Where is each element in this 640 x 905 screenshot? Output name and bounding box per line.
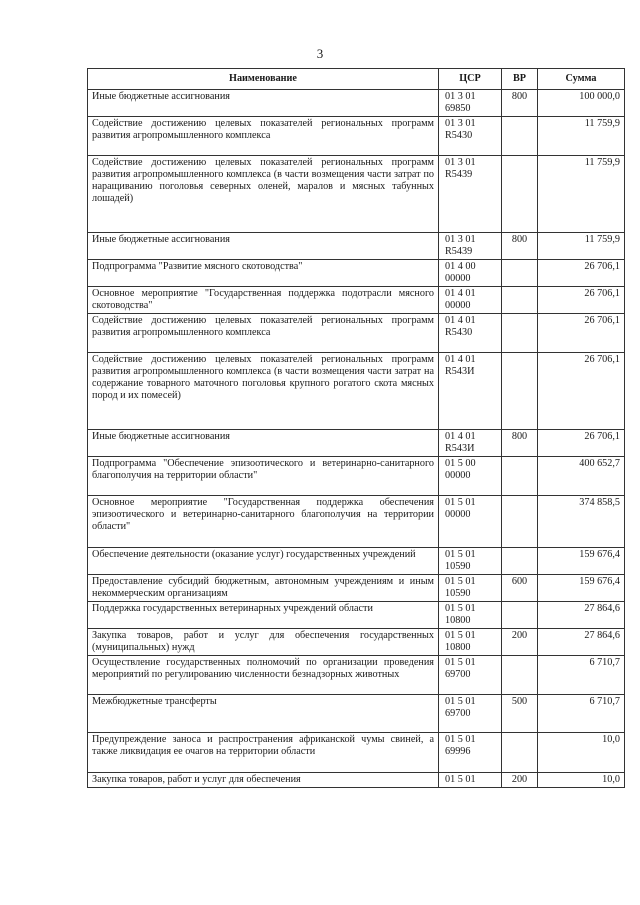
- cell-csr: 01 5 00 00000: [439, 457, 502, 496]
- page-number: 3: [316, 46, 324, 61]
- table-row: [88, 575, 625, 602]
- cell-csr: 01 4 00 00000: [439, 260, 502, 287]
- cell-vr: [502, 314, 538, 353]
- table-row: [88, 496, 625, 548]
- cell-vr: 200: [502, 773, 538, 788]
- cell-sum: 10,0: [538, 773, 625, 788]
- cell-name: Подпрограмма "Обеспечение эпизоотического и ветеринарно-санитарного благополучия на территории области": [88, 457, 439, 496]
- table-row: [88, 548, 625, 575]
- cell-csr: 01 5 01 10590: [439, 548, 502, 575]
- cell-name: Содействие достижению целевых показателей региональных программ развития агропромышленного комплекса: [88, 117, 439, 156]
- cell-csr: 01 3 01 R5430: [439, 117, 502, 156]
- cell-sum: 6 710,7: [538, 656, 625, 695]
- header-csr: ЦСР: [439, 69, 502, 90]
- cell-name: Поддержка государственных ветеринарных учреждений области: [88, 602, 439, 629]
- cell-vr: [502, 353, 538, 430]
- table-row: [88, 457, 625, 496]
- cell-name: Закупка товаров, работ и услуг для обеспечения государственных (муниципальных) нужд: [88, 629, 439, 656]
- cell-csr: 01 5 01 10800: [439, 602, 502, 629]
- cell-csr: 01 5 01 10800: [439, 629, 502, 656]
- cell-vr: [502, 548, 538, 575]
- cell-sum: 26 706,1: [538, 287, 625, 314]
- cell-vr: [502, 117, 538, 156]
- cell-csr: 01 3 01 R5439: [439, 233, 502, 260]
- table-row: [88, 773, 625, 788]
- cell-csr: 01 5 01 69700: [439, 656, 502, 695]
- cell-vr: [502, 602, 538, 629]
- table-row: [88, 430, 625, 457]
- cell-name: Содействие достижению целевых показателей региональных программ развития агропромышленного комплекса (в части возмещения части затрат на содержание товарного маточного поголовья крупного рогатого скота мясных пород и их помесей): [88, 353, 439, 430]
- table-header-row: [88, 69, 625, 90]
- cell-vr: 800: [502, 233, 538, 260]
- table-row: [88, 117, 625, 156]
- cell-name: Основное мероприятие "Государственная поддержка подотрасли мясного скотоводства": [88, 287, 439, 314]
- table-row: [88, 233, 625, 260]
- cell-csr: 01 4 01 00000: [439, 287, 502, 314]
- cell-sum: 26 706,1: [538, 430, 625, 457]
- cell-sum: 374 858,5: [538, 496, 625, 548]
- cell-sum: 26 706,1: [538, 314, 625, 353]
- cell-sum: 27 864,6: [538, 629, 625, 656]
- header-sum: Сумма: [538, 69, 625, 90]
- cell-vr: [502, 156, 538, 233]
- cell-vr: [502, 260, 538, 287]
- cell-csr: 01 4 01 R543И: [439, 353, 502, 430]
- cell-name: Закупка товаров, работ и услуг для обеспечения: [88, 773, 439, 788]
- table-row: [88, 260, 625, 287]
- cell-csr: 01 5 01 69996: [439, 733, 502, 773]
- cell-name: Иные бюджетные ассигнования: [88, 90, 439, 117]
- cell-vr: 600: [502, 575, 538, 602]
- cell-name: Обеспечение деятельности (оказание услуг) государственных учреждений: [88, 548, 439, 575]
- cell-vr: [502, 287, 538, 314]
- cell-name: Подпрограмма "Развитие мясного скотоводства": [88, 260, 439, 287]
- cell-sum: 26 706,1: [538, 260, 625, 287]
- cell-name: Содействие достижению целевых показателей региональных программ развития агропромышленного комплекса: [88, 314, 439, 353]
- cell-sum: 159 676,4: [538, 575, 625, 602]
- cell-csr: 01 5 01: [439, 773, 502, 788]
- cell-name: Иные бюджетные ассигнования: [88, 233, 439, 260]
- table-row: [88, 314, 625, 353]
- cell-vr: [502, 733, 538, 773]
- cell-name: Основное мероприятие "Государственная поддержка обеспечения эпизоотического и ветеринарно-санитарного благополучия на территории области": [88, 496, 439, 548]
- table-row: [88, 353, 625, 430]
- cell-sum: 11 759,9: [538, 117, 625, 156]
- cell-csr: 01 3 01 R5439: [439, 156, 502, 233]
- table-row: [88, 629, 625, 656]
- cell-vr: [502, 457, 538, 496]
- budget-table: [87, 68, 625, 788]
- cell-name: Осуществление государственных полномочий по организации проведения мероприятий по регулированию численности безнадзорных животных: [88, 656, 439, 695]
- cell-csr: 01 4 01 R5430: [439, 314, 502, 353]
- cell-csr: 01 5 01 69700: [439, 695, 502, 733]
- cell-csr: 01 5 01 10590: [439, 575, 502, 602]
- cell-vr: [502, 496, 538, 548]
- table-row: [88, 156, 625, 233]
- cell-sum: 11 759,9: [538, 156, 625, 233]
- cell-sum: 27 864,6: [538, 602, 625, 629]
- cell-sum: 10,0: [538, 733, 625, 773]
- cell-csr: 01 3 01 69850: [439, 90, 502, 117]
- cell-name: Межбюджетные трансферты: [88, 695, 439, 733]
- cell-name: Предоставление субсидий бюджетным, автономным учреждениям и иным некоммерческим организациям: [88, 575, 439, 602]
- cell-name: Иные бюджетные ассигнования: [88, 430, 439, 457]
- cell-sum: 6 710,7: [538, 695, 625, 733]
- cell-vr: 800: [502, 90, 538, 117]
- cell-sum: 11 759,9: [538, 233, 625, 260]
- cell-vr: 500: [502, 695, 538, 733]
- table-row: [88, 656, 625, 695]
- cell-csr: 01 5 01 00000: [439, 496, 502, 548]
- cell-sum: 26 706,1: [538, 353, 625, 430]
- table-body: [88, 90, 625, 788]
- cell-csr: 01 4 01 R543И: [439, 430, 502, 457]
- cell-vr: 200: [502, 629, 538, 656]
- header-vr: ВР: [502, 69, 538, 90]
- table-row: [88, 733, 625, 773]
- cell-vr: [502, 656, 538, 695]
- cell-sum: 159 676,4: [538, 548, 625, 575]
- cell-sum: 400 652,7: [538, 457, 625, 496]
- table-row: [88, 695, 625, 733]
- table-row: [88, 602, 625, 629]
- cell-sum: 100 000,0: [538, 90, 625, 117]
- table-row: [88, 90, 625, 117]
- cell-vr: 800: [502, 430, 538, 457]
- header-name: Наименование: [88, 69, 439, 90]
- table-row: [88, 287, 625, 314]
- cell-name: Содействие достижению целевых показателей региональных программ развития агропромышленного комплекса (в части возмещения части затрат по наращиванию поголовья северных оленей, маралов и мясных табунных лошадей): [88, 156, 439, 233]
- cell-name: Предупреждение заноса и распространения африканской чумы свиней, а также ликвидация ее очагов на территории области: [88, 733, 439, 773]
